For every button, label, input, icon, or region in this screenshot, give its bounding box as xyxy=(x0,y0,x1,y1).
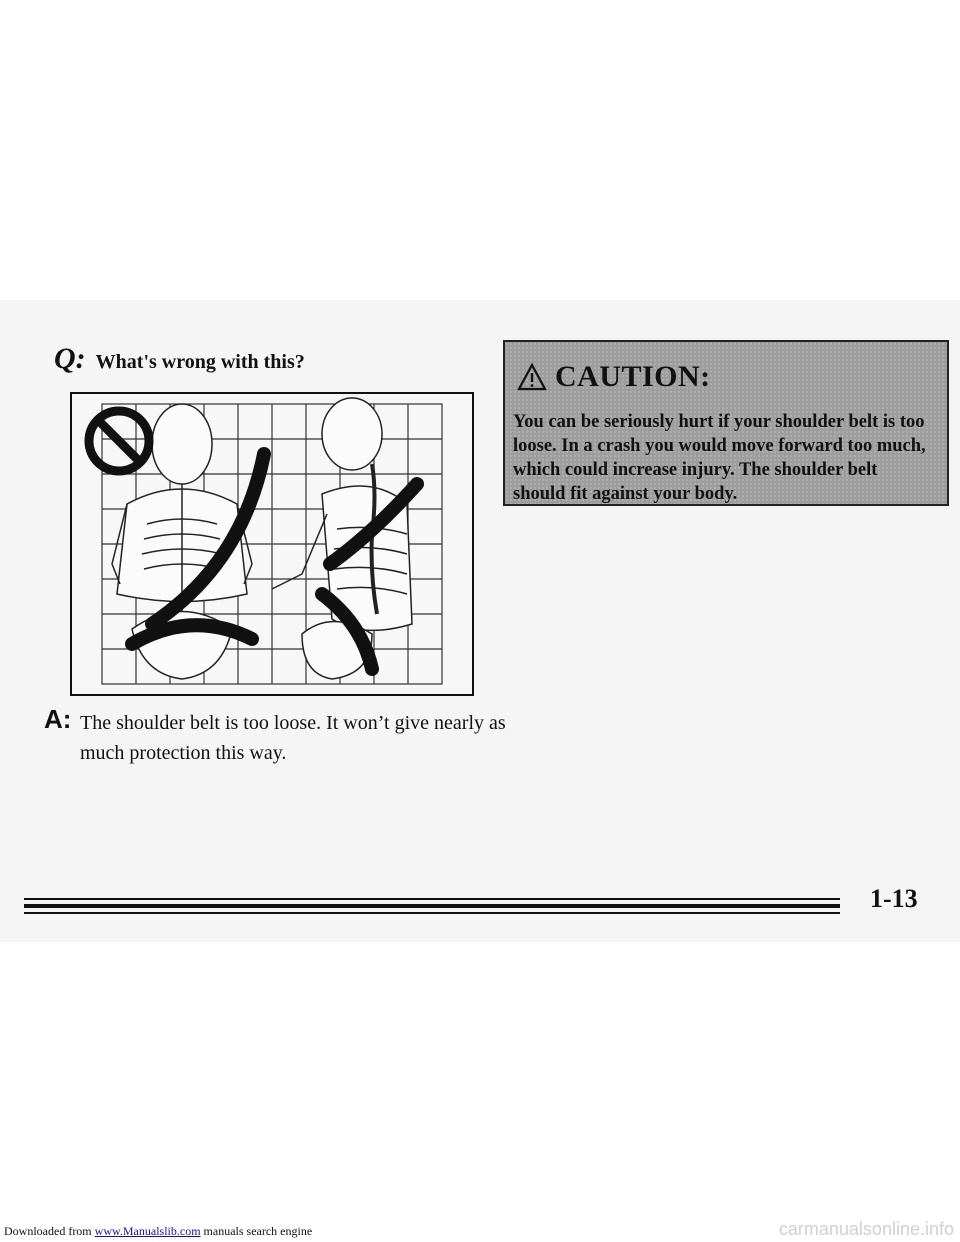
caution-header xyxy=(517,360,711,394)
question-text: What's wrong with this? xyxy=(95,351,305,373)
page-number: 1-13 xyxy=(870,884,918,913)
skeleton-drawing xyxy=(72,394,472,694)
download-header xyxy=(4,1224,312,1239)
caution-box xyxy=(503,340,949,506)
download-prefix: Downloaded from xyxy=(4,1224,95,1238)
seatbelt-illustration xyxy=(70,392,474,696)
question-mark: Q: xyxy=(54,342,86,375)
answer-mark: A: xyxy=(44,704,72,734)
footer-rule-bottom xyxy=(24,912,840,914)
side-skeleton xyxy=(272,398,412,679)
prohibition-icon xyxy=(89,411,149,471)
question-line xyxy=(54,342,305,376)
download-suffix: manuals search engine xyxy=(200,1224,313,1238)
footer-rule-thick xyxy=(24,904,840,908)
footer-rule-top xyxy=(24,898,840,900)
caution-body: You can be seriously hurt if your shoulder belt is too loose. In a crash you would move forward too much, which could increase injury. The shoulder belt should fit against your body. xyxy=(513,412,926,504)
caution-title: CAUTION: xyxy=(555,360,711,393)
manualslib-link[interactable]: www.Manualslib.com xyxy=(94,1224,201,1238)
warning-triangle-icon xyxy=(517,363,547,391)
watermark: carmanualsonline.info xyxy=(778,1219,954,1239)
answer-text: The shoulder belt is too loose. It won’t give nearly as much protection this way. xyxy=(80,712,506,764)
